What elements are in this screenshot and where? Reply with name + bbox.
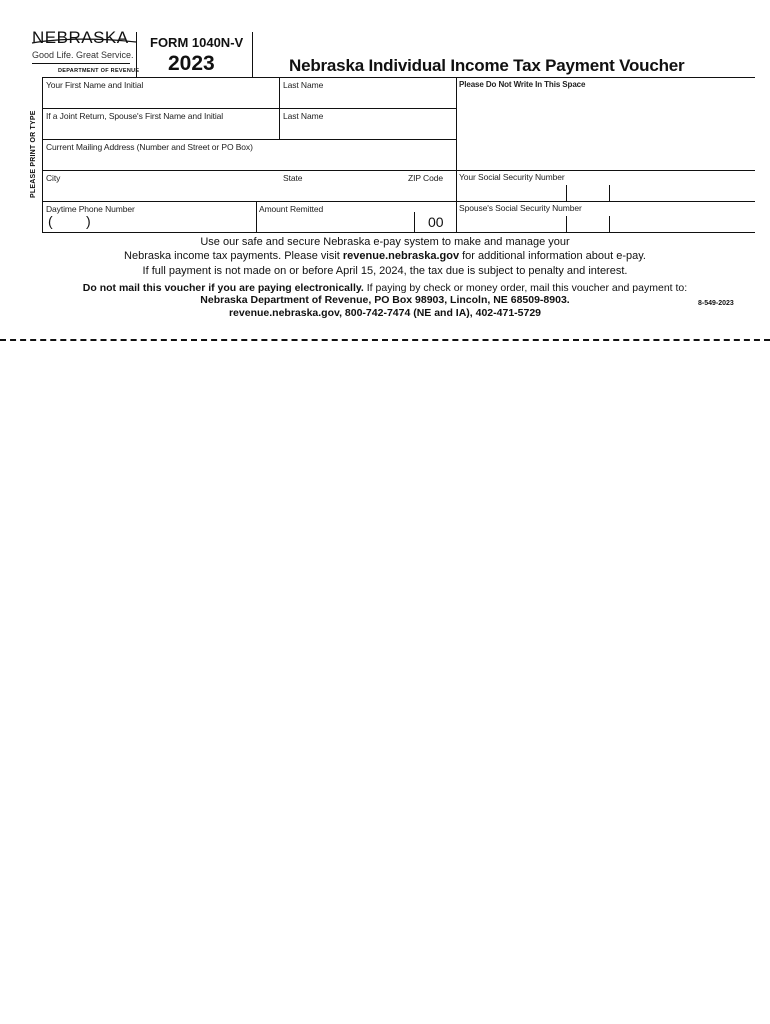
logo-tagline: Good Life. Great Service.	[32, 50, 134, 60]
mail-instruction: Do not mail this voucher if you are paying electronically. If paying by check or money order, mail this voucher and payment to:	[82, 282, 688, 294]
amount-field[interactable]: Amount Remitted	[259, 204, 324, 214]
form-number: FORM 1040N-V	[150, 35, 244, 50]
spouse-ssn-field[interactable]: Spouse's Social Security Number	[459, 203, 582, 213]
ssn-field[interactable]: Your Social Security Number	[459, 172, 565, 182]
phone-open-paren: (	[48, 213, 53, 229]
penalty-notice: If full payment is not made on or before April 15, 2024, the tax due is subject to penalty and interest.	[142, 265, 628, 277]
mailing-address: Nebraska Department of Revenue, PO Box 98903, Lincoln, NE 68509-8903.	[200, 294, 570, 306]
contact-info: revenue.nebraska.gov, 800-742-7474 (NE and IA), 402-471-5729	[228, 307, 542, 319]
state-field[interactable]: State	[283, 173, 303, 183]
spouse-last-name-field[interactable]: Last Name	[283, 111, 324, 121]
epay-link[interactable]: revenue.nebraska.gov	[342, 250, 460, 262]
cut-line	[0, 339, 770, 341]
first-name-field[interactable]: Your First Name and Initial	[46, 80, 144, 90]
logo-swoosh-icon	[30, 34, 140, 48]
form-code: 8-549-2023	[698, 300, 734, 307]
epay-line-2: Nebraska income tax payments. Please visit revenue.nebraska.gov for additional information about e-pay.	[124, 250, 646, 262]
last-name-field[interactable]: Last Name	[283, 80, 324, 90]
form-title: Nebraska Individual Income Tax Payment Voucher	[289, 56, 685, 75]
nebraska-logo-wordmark: NEBRASKA	[32, 28, 129, 47]
city-field[interactable]: City	[46, 173, 61, 183]
zip-field[interactable]: ZIP Code	[408, 173, 443, 183]
address-field[interactable]: Current Mailing Address (Number and Street or PO Box)	[46, 142, 253, 152]
office-use-area: Please Do Not Write In This Space	[459, 80, 586, 89]
form-year: 2023	[168, 52, 215, 75]
logo-department: DEPARTMENT OF REVENUE	[58, 68, 140, 74]
print-instruction-label: PLEASE PRINT OR TYPE	[30, 110, 37, 198]
phone-close-paren: )	[86, 213, 91, 229]
epay-line-1: Use our safe and secure Nebraska e-pay system to make and manage your	[200, 236, 570, 248]
amount-cents: 00	[428, 214, 444, 230]
spouse-first-name-field[interactable]: If a Joint Return, Spouse's First Name and Initial	[46, 111, 224, 121]
phone-field[interactable]: Daytime Phone Number	[46, 204, 135, 214]
